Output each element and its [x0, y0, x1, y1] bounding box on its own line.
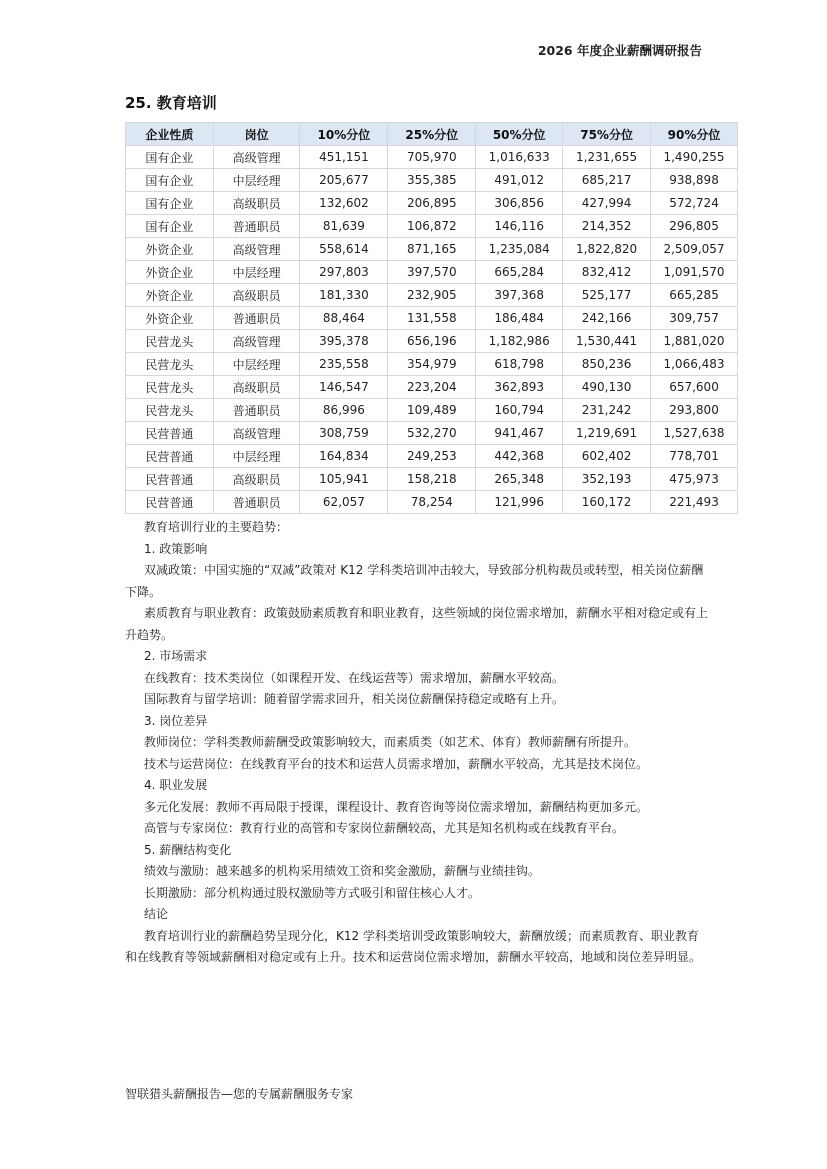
table-cell: 214,352: [563, 215, 651, 238]
table-cell: 1,182,986: [476, 330, 563, 353]
paragraph: 3. 岗位差异: [144, 713, 208, 728]
table-cell: 国有企业: [126, 215, 214, 238]
table-cell: 146,116: [476, 215, 563, 238]
table-cell: 309,757: [651, 307, 738, 330]
table-cell: 164,834: [300, 445, 388, 468]
paragraph: 技术与运营岗位：在线教育平台的技术和运营人员需求增加，薪酬水平较高，尤其是技术岗位。: [144, 756, 649, 771]
paragraph: 国际教育与留学培训：随着留学需求回升，相关岗位薪酬保持稳定或略有上升。: [144, 692, 565, 706]
table-row: [126, 445, 738, 468]
table-cell: 160,794: [476, 399, 563, 422]
table-cell: 高级职员: [213, 192, 300, 215]
footer-text: 智联猎头薪酬报告—您的专属薪酬服务专家: [125, 1087, 354, 1101]
table-cell: 86,996: [300, 399, 388, 422]
salary-table-head: [126, 123, 738, 146]
table-cell: 490,130: [563, 376, 651, 399]
table-cell: 高级职员: [213, 376, 300, 399]
table-cell: 2,509,057: [651, 238, 738, 261]
table-cell: 146,547: [300, 376, 388, 399]
table-cell: 249,253: [388, 445, 476, 468]
table-cell: 1,066,483: [651, 353, 738, 376]
paragraph: 长期激励：部分机构通过股权激励等方式吸引和留住核心人才。: [144, 885, 481, 900]
table-cell: 中层经理: [213, 169, 300, 192]
column-header: 岗位: [213, 123, 300, 146]
table-cell: 362,893: [476, 376, 563, 399]
table-cell: 62,057: [300, 491, 388, 514]
table-cell: 181,330: [300, 284, 388, 307]
table-cell: 235,558: [300, 353, 388, 376]
table-cell: 高级管理: [213, 330, 300, 353]
table-cell: 491,012: [476, 169, 563, 192]
column-header: 75%分位: [563, 123, 651, 146]
table-cell: 高级管理: [213, 238, 300, 261]
table-row: [126, 284, 738, 307]
table-cell: 205,677: [300, 169, 388, 192]
column-header: 企业性质: [126, 123, 214, 146]
table-cell: 602,402: [563, 445, 651, 468]
table-cell: 665,285: [651, 284, 738, 307]
table-cell: 395,378: [300, 330, 388, 353]
paragraph: 5. 薪酬结构变化: [144, 842, 232, 857]
table-row: [126, 146, 738, 169]
table-cell: 1,219,691: [563, 422, 651, 445]
table-cell: 1,091,570: [651, 261, 738, 284]
table-cell: 121,996: [476, 491, 563, 514]
table-row: [126, 353, 738, 376]
table-cell: 223,204: [388, 376, 476, 399]
paragraph: 2. 市场需求: [144, 649, 208, 663]
table-cell: 外资企业: [126, 307, 214, 330]
table-cell: 1,231,655: [563, 146, 651, 169]
table-cell: 186,484: [476, 307, 563, 330]
table-cell: 850,236: [563, 353, 651, 376]
table-cell: 普通职员: [213, 491, 300, 514]
table-cell: 442,368: [476, 445, 563, 468]
column-header: 10%分位: [300, 123, 388, 146]
table-cell: 普通职员: [213, 215, 300, 238]
table-cell: 民营普通: [126, 445, 214, 468]
table-cell: 中层经理: [213, 445, 300, 468]
paragraph: 双减政策：中国实施的“双减”政策对 K12 学科类培训冲击较大，导致部分机构裁员或转型，相关岗位薪酬下降。: [125, 563, 704, 599]
table-row: [126, 215, 738, 238]
table-cell: 普通职员: [213, 399, 300, 422]
table-cell: 685,217: [563, 169, 651, 192]
table-cell: 705,970: [388, 146, 476, 169]
table-cell: 656,196: [388, 330, 476, 353]
table-cell: 397,570: [388, 261, 476, 284]
table-cell: 242,166: [563, 307, 651, 330]
table-cell: 国有企业: [126, 169, 214, 192]
table-cell: 397,368: [476, 284, 563, 307]
table-cell: 国有企业: [126, 192, 214, 215]
table-row: [126, 399, 738, 422]
salary-table: [125, 122, 738, 514]
paragraph: 教师岗位：学科类教师薪酬受政策影响较大，而素质类（如艺术、体育）教师薪酬有所提升。: [144, 735, 637, 749]
column-header: 90%分位: [651, 123, 738, 146]
paragraph: 绩效与激励：越来越多的机构采用绩效工资和奖金激励，薪酬与业绩挂钩。: [144, 864, 541, 878]
table-cell: 中层经理: [213, 353, 300, 376]
table-cell: 221,493: [651, 491, 738, 514]
table-cell: 657,600: [651, 376, 738, 399]
table-cell: 1,822,820: [563, 238, 651, 261]
table-cell: 231,242: [563, 399, 651, 422]
table-cell: 1,016,633: [476, 146, 563, 169]
paragraph: 多元化发展：教师不再局限于授课，课程设计、教育咨询等岗位需求增加，薪酬结构更加多元。: [144, 799, 649, 814]
table-cell: 938,898: [651, 169, 738, 192]
table-row: [126, 261, 738, 284]
table-cell: 外资企业: [126, 238, 214, 261]
table-cell: 高级管理: [213, 422, 300, 445]
table-cell: 232,905: [388, 284, 476, 307]
table-cell: 1,490,255: [651, 146, 738, 169]
salary-table-body: [126, 146, 738, 514]
paragraph: 教育培训行业的主要趋势：: [144, 520, 289, 534]
table-cell: 352,193: [563, 468, 651, 491]
paragraph: 高管与专家岗位：教育行业的高管和专家岗位薪酬较高，尤其是知名机构或在线教育平台。: [144, 821, 625, 835]
table-cell: 265,348: [476, 468, 563, 491]
table-row: [126, 238, 738, 261]
table-cell: 1,235,084: [476, 238, 563, 261]
table-header-row: [126, 123, 738, 146]
table-cell: 665,284: [476, 261, 563, 284]
paragraph: 1. 政策影响: [144, 541, 208, 556]
paragraph: 在线教育：技术类岗位（如课程开发、在线运营等）需求增加，薪酬水平较高。: [144, 670, 565, 685]
paragraph: 素质教育与职业教育：政策鼓励素质教育和职业教育，这些领域的岗位需求增加，薪酬水平相对稳定或有上升趋势。: [125, 606, 709, 642]
table-cell: 131,558: [388, 307, 476, 330]
table-row: [126, 376, 738, 399]
table-cell: 109,489: [388, 399, 476, 422]
table-cell: 1,527,638: [651, 422, 738, 445]
trend-analysis-text: [125, 517, 710, 969]
table-cell: 民营龙头: [126, 330, 214, 353]
table-cell: 民营龙头: [126, 376, 214, 399]
report-header-title: 2026 年度企业薪酬调研报告: [537, 43, 702, 58]
table-cell: 民营龙头: [126, 353, 214, 376]
table-cell: 618,798: [476, 353, 563, 376]
table-row: [126, 169, 738, 192]
table-cell: 民营普通: [126, 422, 214, 445]
table-cell: 高级职员: [213, 284, 300, 307]
table-row: [126, 330, 738, 353]
table-cell: 832,412: [563, 261, 651, 284]
table-cell: 451,151: [300, 146, 388, 169]
table-cell: 普通职员: [213, 307, 300, 330]
table-cell: 306,856: [476, 192, 563, 215]
column-header: 50%分位: [476, 123, 563, 146]
paragraph: 教育培训行业的薪酬趋势呈现分化，K12 学科类培训受政策影响较大，薪酬放缓；而素质教育、职业教育和在线教育等领域薪酬相对稳定或有上升。技术和运营岗位需求增加，薪酬水平较高，地域和岗位差异明显。: [125, 928, 702, 964]
paragraph: 结论: [144, 907, 169, 921]
table-cell: 105,941: [300, 468, 388, 491]
table-cell: 高级职员: [213, 468, 300, 491]
table-cell: 354,979: [388, 353, 476, 376]
section-title: 25. 教育培训: [125, 94, 217, 112]
table-cell: 206,895: [388, 192, 476, 215]
table-cell: 106,872: [388, 215, 476, 238]
table-row: [126, 422, 738, 445]
table-cell: 1,881,020: [651, 330, 738, 353]
table-cell: 外资企业: [126, 284, 214, 307]
table-cell: 427,994: [563, 192, 651, 215]
table-cell: 778,701: [651, 445, 738, 468]
table-cell: 78,254: [388, 491, 476, 514]
table-cell: 296,805: [651, 215, 738, 238]
table-row: [126, 468, 738, 491]
table-cell: 国有企业: [126, 146, 214, 169]
table-cell: 293,800: [651, 399, 738, 422]
table-cell: 558,614: [300, 238, 388, 261]
table-cell: 308,759: [300, 422, 388, 445]
table-cell: 532,270: [388, 422, 476, 445]
table-cell: 高级管理: [213, 146, 300, 169]
table-cell: 297,803: [300, 261, 388, 284]
table-cell: 81,639: [300, 215, 388, 238]
table-cell: 355,385: [388, 169, 476, 192]
table-row: [126, 192, 738, 215]
table-cell: 民营普通: [126, 491, 214, 514]
table-cell: 525,177: [563, 284, 651, 307]
table-cell: 572,724: [651, 192, 738, 215]
table-cell: 475,973: [651, 468, 738, 491]
table-row: [126, 491, 738, 514]
table-cell: 158,218: [388, 468, 476, 491]
table-cell: 88,464: [300, 307, 388, 330]
table-row: [126, 307, 738, 330]
table-cell: 160,172: [563, 491, 651, 514]
column-header: 25%分位: [388, 123, 476, 146]
table-cell: 132,602: [300, 192, 388, 215]
table-cell: 1,530,441: [563, 330, 651, 353]
paragraph: 4. 职业发展: [144, 778, 208, 792]
table-cell: 民营普通: [126, 468, 214, 491]
table-cell: 941,467: [476, 422, 563, 445]
table-cell: 民营龙头: [126, 399, 214, 422]
table-cell: 中层经理: [213, 261, 300, 284]
table-cell: 外资企业: [126, 261, 214, 284]
table-cell: 871,165: [388, 238, 476, 261]
